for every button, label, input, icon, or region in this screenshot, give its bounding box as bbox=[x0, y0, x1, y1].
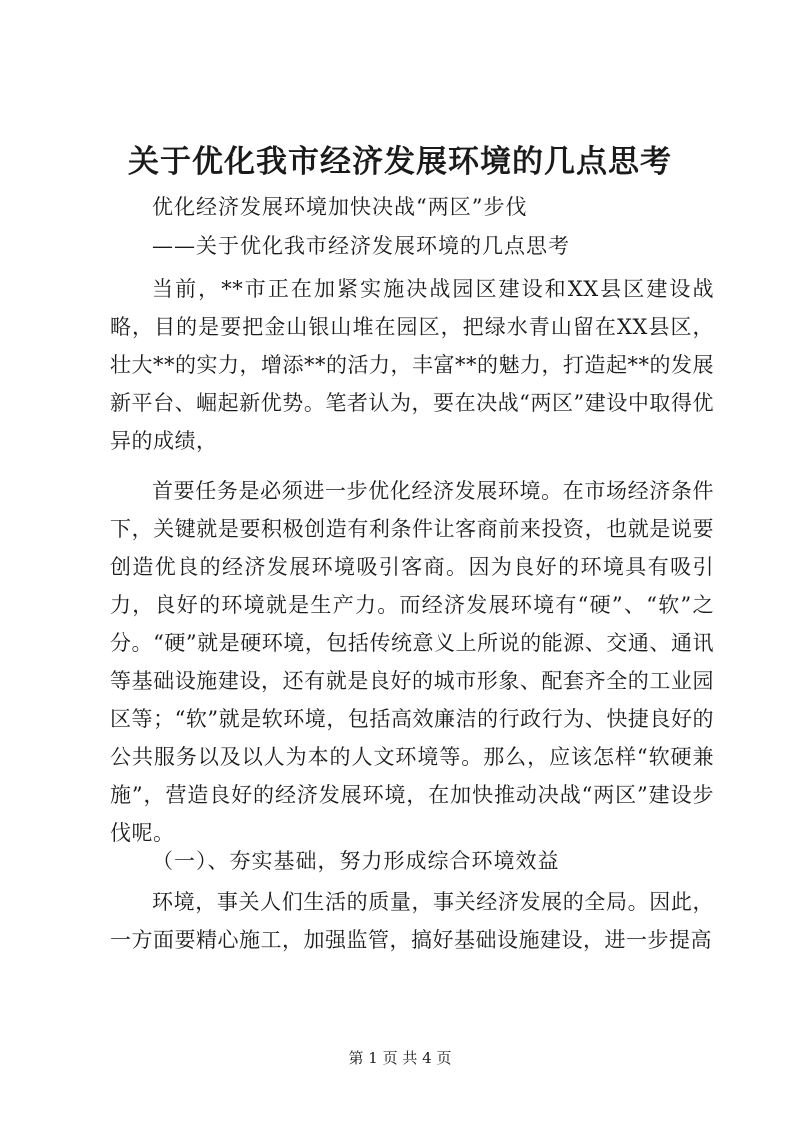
document-subtitle: 优化经济发展环境加快决战“两区”步伐 bbox=[152, 195, 528, 219]
document-title: 关于优化我市经济发展环境的几点思考 bbox=[128, 144, 672, 180]
body-paragraph: 当前，**市正在加紧实施决战园区建设和XX县区建设战略，目的是要把金山银山堆在园区，把绿水青山留在XX县区，壮大**的实力，增添**的活力，丰富**的魅力，打造起**的发展新平台、崛起新优势。笔者认为，要在决战“两区”建设中取得优异的成绩， bbox=[110, 277, 714, 453]
document-subtitle-secondary: ——关于优化我市经济发展环境的几点思考 bbox=[152, 234, 570, 258]
section-heading: （一）、夯实基础，努力形成综合环境效益 bbox=[152, 849, 560, 873]
body-paragraph: 环境，事关人们生活的质量，事关经济发展的全局。因此，一方面要精心施工，加强监管，搞好基础设施建设，进一步提高 bbox=[110, 890, 714, 952]
body-paragraph: 首要任务是必须进一步优化经济发展环境。在市场经济条件下，关键就是要积极创造有利条件让客商前来投资，也就是说要创造优良的经济发展环境吸引客商。因为良好的环境具有吸引力，良好的环境就是生产力。而经济发展环境有“硬”、“软”之分。“硬”就是硬环境，包括传统意义上所说的能源、交通、通讯等基础设施建设，还有就是良好的城市形象、配套齐全的工业园区等；“软”就是软环境，包括高效廉洁的行政行为、快捷良好的公共服务以及以人为本的人文环境等。那么，应该怎样“软硬兼施”，营造良好的经济发展环境，在加快推动决战“两区”建设步伐呢。 bbox=[110, 479, 714, 845]
page-number: 第 1 页 共 4 页 bbox=[348, 1049, 452, 1067]
